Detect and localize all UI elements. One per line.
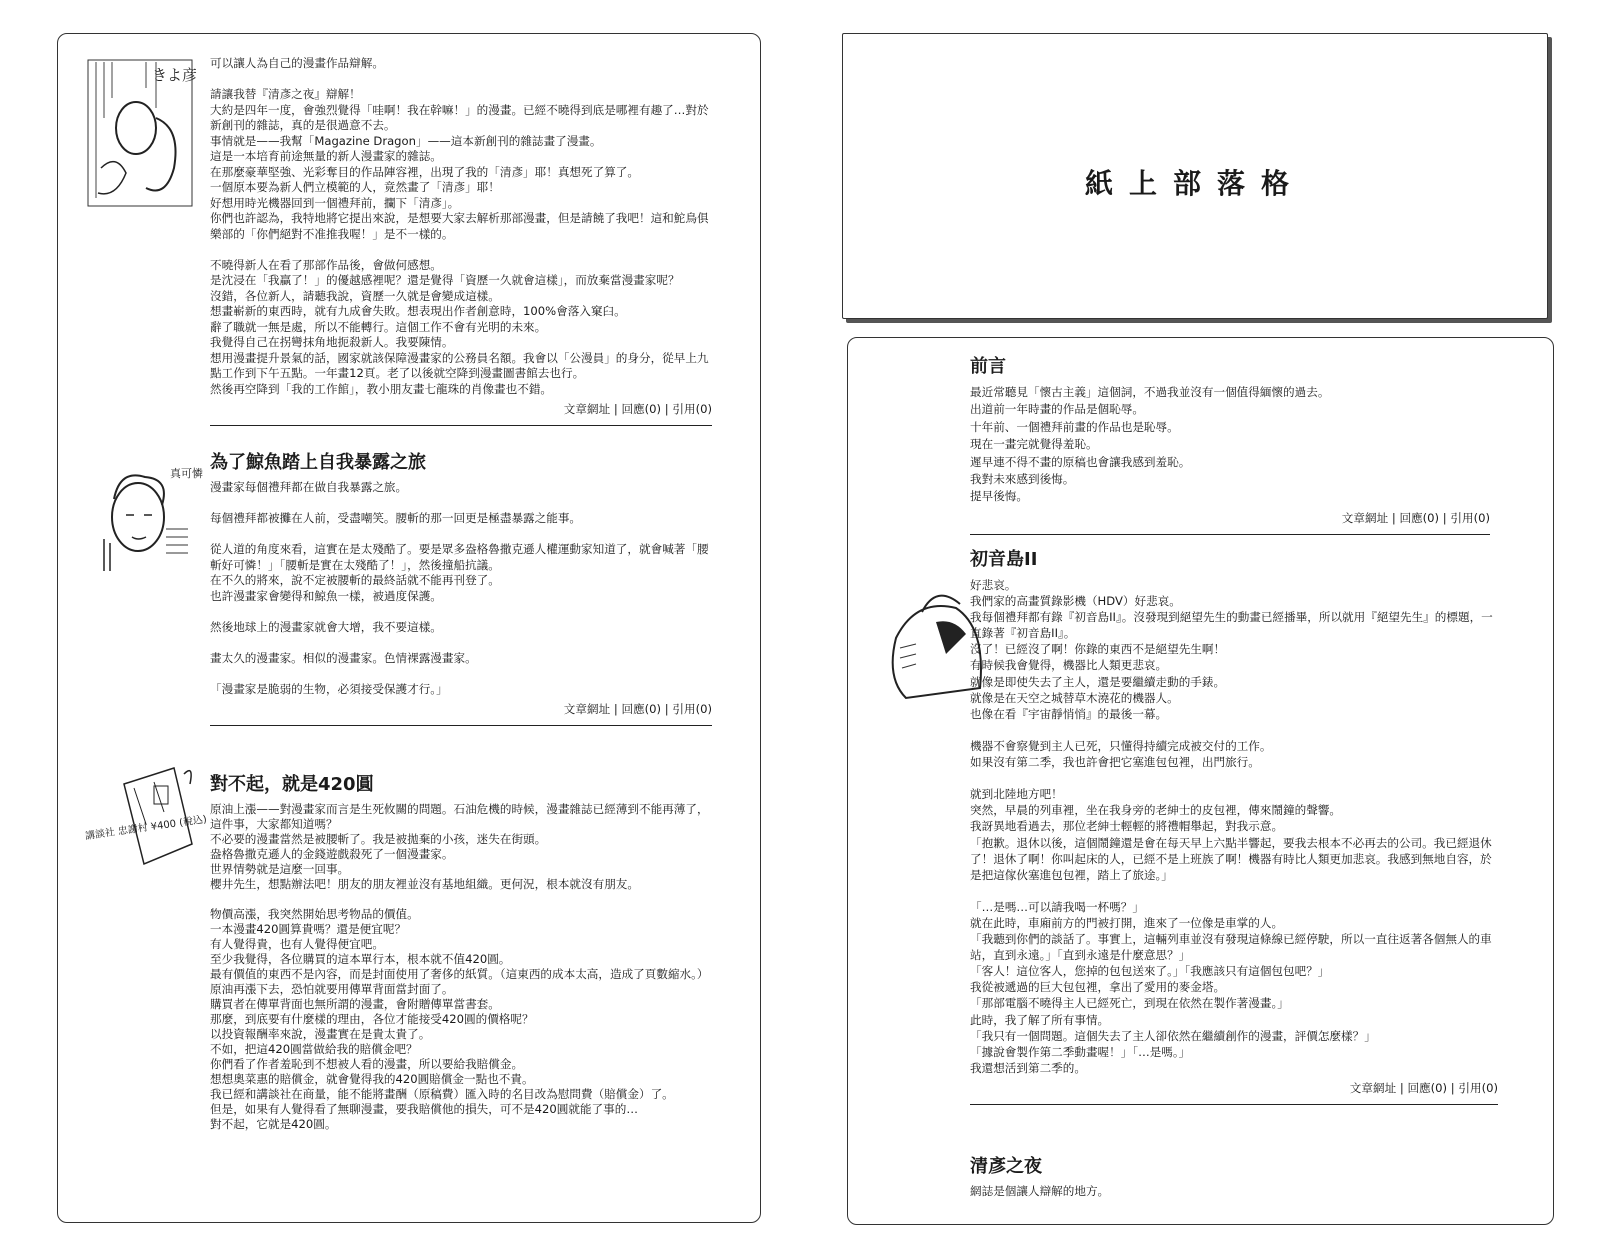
post-divider bbox=[210, 725, 712, 726]
blog-post-whale bbox=[210, 448, 712, 726]
post-title: 前言 bbox=[970, 356, 1006, 377]
footer-separator: | bbox=[1442, 510, 1447, 525]
page-title: 紙上部落格 bbox=[1084, 167, 1305, 200]
reply-link[interactable]: 回應(0) bbox=[1399, 510, 1440, 525]
reply-link[interactable]: 回應(0) bbox=[1407, 1080, 1448, 1095]
sketch-caption-price: 講談社 忠謝村 ¥400 (稅込) bbox=[84, 814, 208, 843]
right-blog-panel bbox=[847, 337, 1554, 1225]
footer-separator: | bbox=[613, 702, 618, 716]
manga-sketch-crying-face bbox=[100, 459, 203, 579]
post-body: 原油上漲——對漫畫家而言是生死攸關的問題。石油危機的時候，漫畫雜誌已經薄到不能再薄了，這件事，大家都知道嗎？ 不必要的漫畫當然是被腰斬了。我是被拋棄的小孩，迷失在街頭。 盎格魯撒克遜人的金錢遊戲殺死了一個漫畫家。 世界情勢就是這麼一回事。 櫻井先生，想點辦法吧！朋友的朋友裡並沒有基地組織。更何況，根本就沒有朋友。 物價高漲，我突然開始思考物品的價值。 一本漫畫420圓算貴嗎？還是便宜呢？ 有人覺得貴，也有人覺得便宜吧。 至少我覺得，各位購買的這本單行本，根本就不值420圓。 最有價值的東西不是內容，而是封面使用了奢侈的紙質。（這東西的成本太高，造成了頁數縮水。） 原油再漲下去，恐怕就要用傳單背面當封面了。 購買者在傳單背面也無所謂的漫畫，會附贈傳單當書套。 那麼，到底要有什麼樣的理由，各位才能接受420圓的價格呢？ 以投資報酬率來說，漫畫實在是貴太貴了。 不如，把這420圓當做給我的賠償金吧？ 你們看了作者羞恥到不想被人看的漫畫，所以要給我賠償金。 想想奧菜惠的賠償金，就會覺得我的420圓賠償金一點也不貴。 我已經和講談社在商量，能不能將畫酬（原稿費）匯入時的名目改為慰問費（賠償金）了。 但是，如果有人覺得看了無聊漫畫，要我賠償他的損失，可不是420圓就能了事的… 對不起，它就是420圓。 bbox=[210, 802, 709, 1131]
reply-link[interactable]: 回應(0) bbox=[621, 402, 662, 416]
post-title: 初音島II bbox=[970, 549, 1038, 570]
manga-sketch-kiyohiko bbox=[86, 58, 198, 208]
blog-post-preface bbox=[970, 352, 1490, 535]
footer-separator: | bbox=[1450, 1080, 1455, 1095]
footer-separator: | bbox=[664, 702, 669, 716]
cite-link[interactable]: 引用(0) bbox=[1458, 1080, 1498, 1095]
post-body: 好悲哀。 我們家的高畫質錄影機（HDV）好悲哀。 我每個禮拜都有錄『初音島II』。沒發現到絕望先生的動畫已經播畢，所以就用『絕望先生』的標題，一直錄著『初音島II』。 沒了！已經沒了啊！你錄的東西不是絕望先生啊！ 有時候我會覺得，機器比人類更悲哀。 就像是即使失去了主人，還是要繼續走動的手錶。 就像是在天空之城替草木澆花的機器人。 也像在看『宇宙靜悄悄』的最後一幕。 機器不會察覺到主人已死，只懂得持續完成被交付的工作。 如果沒有第二季，我也許會把它塞進包包裡，出門旅行。 就到北陸地方吧！ 突然，早晨的列車裡，坐在我身旁的老紳士的皮包裡，傳來鬧鐘的聲響。 我訝異地看過去，那位老紳士輕輕的將禮帽舉起，對我示意。 「抱歉。退休以後，這個鬧鐘還是會在每天早上六點半響起，要我去根本不必再去的公司。我已經退休了！退休了啊！你叫起床的人，已經不是上班族了啊！機器有時比人類更加悲哀。我感到無地自容，於是把這傢伙塞進包包裡，踏上了旅途。」 「…是嗎…可以請我喝一杯嗎？」 就在此時，車廂前方的門被打開，進來了一位像是車掌的人。 「我聽到你們的談話了。事實上，這輛列車並沒有發現這條線已經停駛，所以一直往返著各個無人的車站，直到永遠。」「直到永遠是什麼意思？」 「客人！這位客人，您掉的包包送來了。」「我應該只有這個包包吧？」 我從被遞過的巨大包包裡，拿出了愛用的麥金塔。 「那部電腦不曉得主人已經死亡，到現在依然在製作著漫畫。」 此時，我了解了所有事情。 「我只有一個問題。這個失去了主人卻依然在繼續創作的漫畫，評價怎麼樣？」 「據說會製作第二季動畫喔！」「…是嗎。」 我還想活到第二季的。 bbox=[970, 578, 1493, 1075]
post-divider bbox=[970, 534, 1490, 535]
footer-separator: | bbox=[1399, 1080, 1404, 1095]
cite-link[interactable]: 引用(0) bbox=[672, 402, 712, 416]
post-footer bbox=[970, 1080, 1498, 1101]
footer-separator: | bbox=[613, 402, 618, 416]
post-footer bbox=[210, 701, 712, 722]
sketch-caption-pity: 真可憐 bbox=[170, 467, 203, 480]
blog-post-intro bbox=[210, 56, 712, 426]
footer-separator: | bbox=[664, 402, 669, 416]
post-footer bbox=[970, 510, 1490, 531]
post-divider bbox=[210, 425, 712, 426]
post-divider bbox=[970, 1104, 1498, 1105]
post-title: 對不起，就是420圓 bbox=[210, 774, 374, 795]
cite-link[interactable]: 引用(0) bbox=[1450, 510, 1490, 525]
blog-title-panel bbox=[842, 33, 1548, 319]
post-body: 可以讓人為自己的漫畫作品辯解。 請讓我替『清彥之夜』辯解！ 大約是四年一度，會強烈覺得「哇啊！我在幹嘛！」的漫畫。已經不曉得到底是哪裡有趣了…對於新創刊的雜誌，真的是很過意不去。 事情就是——我幫「Magazine Dragon」——這本新創刊的雜誌畫了漫畫。 這是一本培育前途無量的新人漫畫家的雜誌。 在那麼豪華堅強、光彩奪目的作品陣容裡，出現了我的「清彥」耶！真想死了算了。 一個原本要為新人們立模範的人，竟然畫了「清彥」耶！ 好想用時光機器回到一個禮拜前，攔下「清彥」。 你們也許認為，我特地將它提出來說，是想要大家去解析那部漫畫，但是請饒了我吧！這和鮀鳥俱樂部的「你們絕對不准推我喔！」是不一樣的。 不曉得新人在看了那部作品後，會做何感想。 是沈浸在「我贏了！」的優越感裡呢？還是覺得「資歷一久就會這樣」，而放棄當漫畫家呢？ 沒錯，各位新人，請聽我說，資歷一久就是會變成這樣。 想畫嶄新的東西時，就有九成會失敗。想表現出作者創意時，100%會落入窠臼。 辭了職就一無是處，所以不能轉行。這個工作不會有光明的未來。 我覺得自己在拐彎抹角地扼殺新人。我要陳情。 想用漫畫提升景氣的話，國家就該保障漫畫家的公務員名額。我會以「公漫員」的身分，從早上九點工作到下午五點。一年畫12頁。老了以後就空降到漫畫圖書館去也行。 然後再空降到「我的工作館」，教小朋友畫七龍珠的肖像畫也不錯。 bbox=[210, 56, 709, 396]
blog-post-420yen bbox=[210, 770, 712, 1132]
sketch-caption-kiyohiko: きよ彦 bbox=[152, 66, 198, 84]
post-title: 為了鯨魚踏上自我暴露之旅 bbox=[210, 452, 426, 473]
post-body: 最近常聽見「懷古主義」這個詞，不過我並沒有一個值得緬懷的過去。 出道前一年時畫的作品是個恥辱。 十年前、一個禮拜前畫的作品也是恥辱。 現在一畫完就覺得羞恥。 遲早連不得不畫的原稿也會讓我感到羞恥。 我對未來感到後悔。 提早後悔。 bbox=[970, 385, 1330, 504]
post-body: 漫畫家每個禮拜都在做自我暴露之旅。 每個禮拜都被攤在人前，受盡嘲笑。腰斬的那一回更是極盡暴露之能事。 從人道的角度來看，這實在是太殘酷了。要是眾多盎格魯撒克遜人權運動家知道了，就會喊著「腰斬好可憐！」「腰斬是實在太殘酷了！」，然後撞船抗議。 在不久的將來，說不定被腰斬的最終話就不能再刊登了。 也許漫畫家會變得和鯨魚一樣，被過度保護。 然後地球上的漫畫家就會大增，我不要這樣。 畫太久的漫畫家。相似的漫畫家。色情裸露漫畫家。 「漫畫家是脆弱的生物，必須接受保護才行。」 bbox=[210, 480, 709, 696]
post-body: 網誌是個讓人辯解的地方。 bbox=[970, 1184, 1110, 1198]
manga-sketch-price-tag bbox=[84, 764, 208, 894]
left-blog-panel bbox=[57, 33, 761, 1223]
permalink-link[interactable]: 文章網址 bbox=[563, 402, 611, 416]
footer-separator: | bbox=[1391, 510, 1396, 525]
permalink-link[interactable]: 文章網址 bbox=[1349, 1080, 1397, 1095]
permalink-link[interactable]: 文章網址 bbox=[563, 702, 611, 716]
blog-post-dacapo bbox=[970, 545, 1498, 1105]
post-footer bbox=[210, 401, 712, 422]
blog-post-kiyohiko bbox=[970, 1152, 1490, 1200]
post-title: 清彥之夜 bbox=[970, 1156, 1042, 1177]
reply-link[interactable]: 回應(0) bbox=[621, 702, 662, 716]
permalink-link[interactable]: 文章網址 bbox=[1341, 510, 1389, 525]
cite-link[interactable]: 引用(0) bbox=[672, 702, 712, 716]
